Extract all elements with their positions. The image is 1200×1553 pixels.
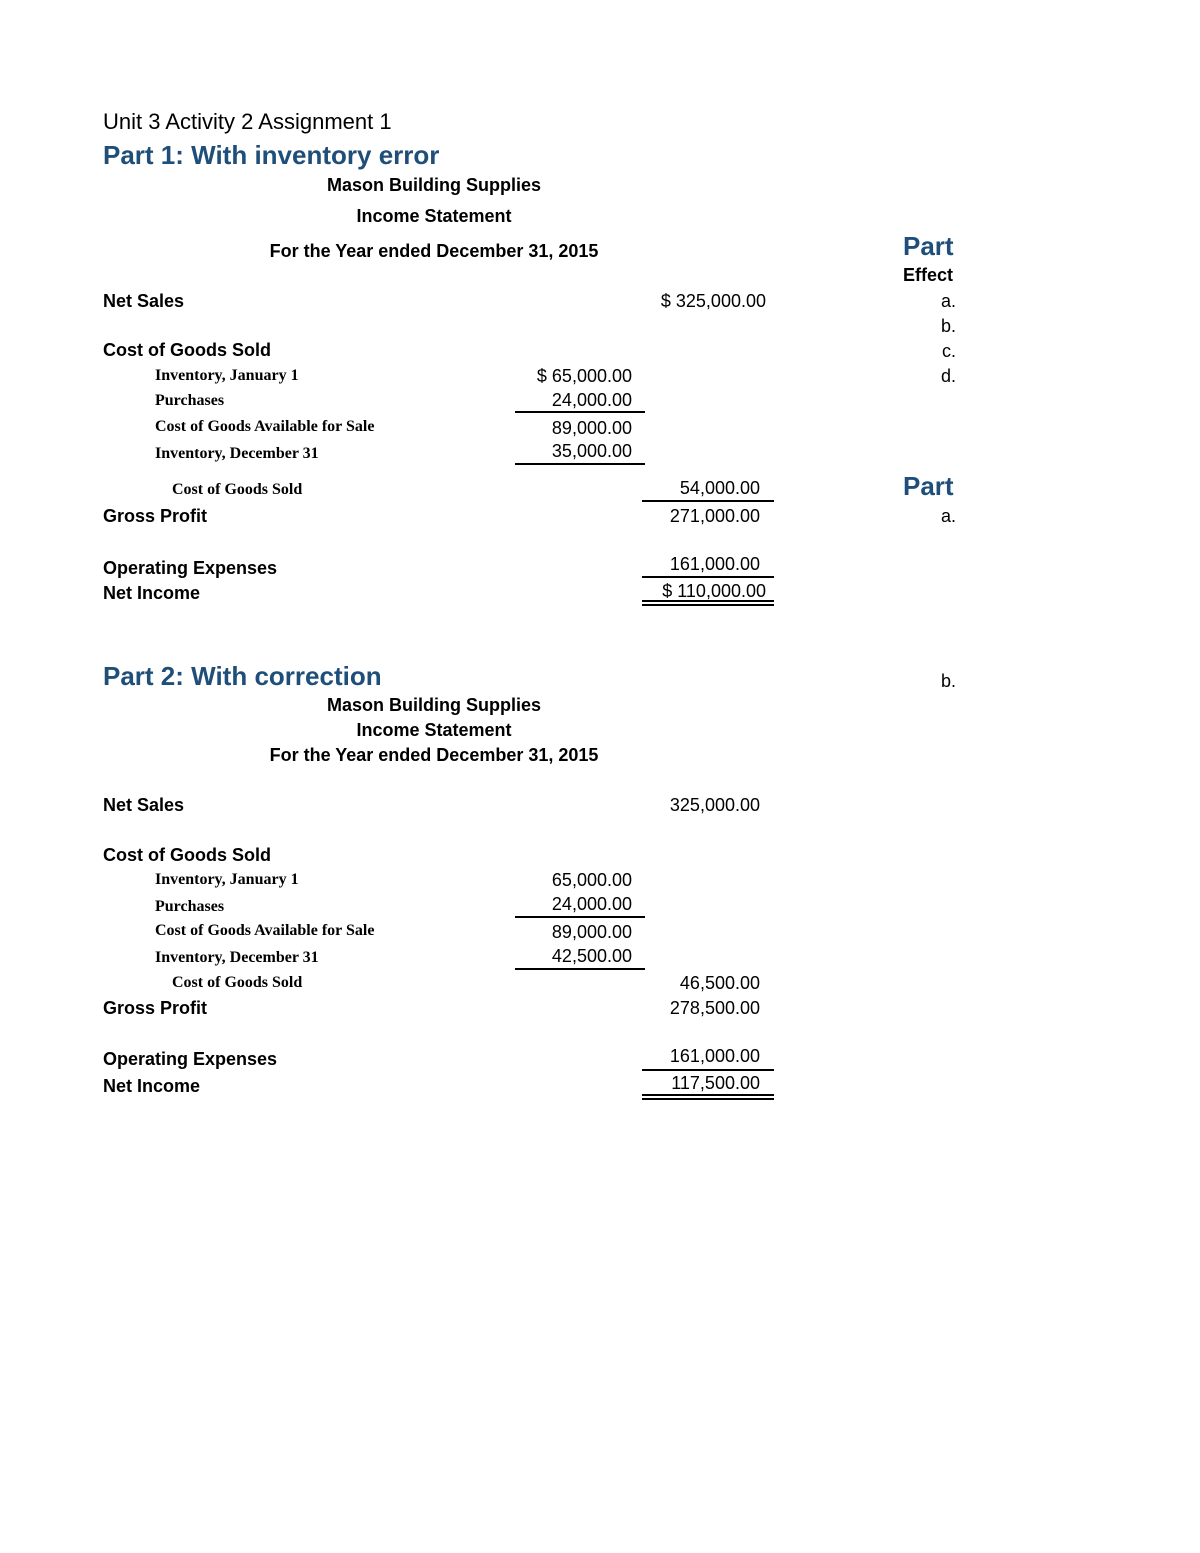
side-item-a: a. [940, 291, 956, 311]
part1-company: Mason Building Supplies [326, 175, 541, 195]
part2-opex-value: 161,000.00 [669, 1046, 760, 1066]
part1-cogs-value: 54,000.00 [679, 478, 760, 498]
part2-heading: Part 2: With correction [103, 661, 382, 691]
part2-available-value: 89,000.00 [551, 922, 632, 942]
part2-inv-jan-value: 65,000.00 [551, 870, 632, 890]
part1-opex-value: 161,000.00 [669, 554, 760, 574]
part1-period: For the Year ended December 31, 2015 [269, 241, 599, 261]
part2-available-label: Cost of Goods Available for Sale [155, 922, 375, 939]
part1-cogs-heading: Cost of Goods Sold [103, 340, 271, 360]
part1-inv-jan-label: Inventory, January 1 [155, 367, 299, 384]
part2-cogs-label: Cost of Goods Sold [172, 974, 303, 991]
part1-net-income-double-underline [642, 600, 774, 606]
part2-statement-title: Income Statement [356, 720, 512, 740]
part2-purchases-underline [515, 916, 645, 918]
part2-inv-dec-value: 42,500.00 [551, 946, 632, 966]
part1-net-sales-label: Net Sales [103, 291, 185, 311]
part1-purchases-value: 24,000.00 [551, 390, 632, 410]
part1-opex-underline [642, 576, 774, 578]
part1-purchases-label: Purchases [155, 392, 225, 409]
part2-net-income-value: 117,500.00 [671, 1073, 760, 1093]
part2-net-sales-value: 325,000.00 [669, 795, 760, 815]
part2-cogs-value: 46,500.00 [679, 973, 760, 993]
side-effect-label: Effect [903, 265, 954, 285]
part1-net-sales-value: $ 325,000.00 [660, 291, 766, 311]
side-part-b-item-a: a. [940, 506, 956, 526]
part1-statement-title: Income Statement [356, 206, 512, 226]
part2-inv-jan-label: Inventory, January 1 [155, 871, 299, 888]
part1-cogs-label: Cost of Goods Sold [172, 481, 303, 498]
part2-purchases-value: 24,000.00 [551, 894, 632, 914]
part1-gross-label: Gross Profit [103, 506, 208, 526]
part2-purchases-label: Purchases [155, 898, 225, 915]
part2-net-income-label: Net Income [103, 1076, 201, 1096]
part1-gross-value: 271,000.00 [669, 506, 760, 526]
part1-cogs-underline [642, 500, 774, 502]
part1-purchases-underline [515, 411, 645, 413]
part2-net-sales-label: Net Sales [103, 795, 185, 815]
part1-inv-dec-underline [515, 463, 645, 465]
part1-opex-label: Operating Expenses [103, 558, 278, 578]
part2-company: Mason Building Supplies [326, 695, 541, 715]
part2-period: For the Year ended December 31, 2015 [269, 745, 599, 765]
part1-net-income-label: Net Income [103, 583, 201, 603]
side-part-b-heading: Part [903, 471, 954, 501]
side-item-b: b. [940, 316, 956, 336]
part2-inv-dec-label: Inventory, December 31 [155, 949, 319, 966]
part2-opex-underline [642, 1069, 774, 1071]
side-item-c: c. [941, 341, 956, 361]
part1-net-income-value: $ 110,000.00 [662, 581, 766, 601]
part1-inv-dec-value: 35,000.00 [551, 441, 632, 461]
part2-opex-label: Operating Expenses [103, 1049, 278, 1069]
part1-heading: Part 1: With inventory error [103, 140, 440, 170]
part2-gross-value: 278,500.00 [669, 998, 760, 1018]
part1-inv-jan-value: $ 65,000.00 [536, 366, 632, 386]
part2-inv-dec-underline [515, 968, 645, 970]
side-item-d: d. [940, 366, 956, 386]
side-part-b-item-b: b. [940, 671, 956, 691]
side-part-a-heading: Part [903, 231, 954, 261]
part2-net-income-double-underline [642, 1094, 774, 1100]
part1-available-label: Cost of Goods Available for Sale [155, 418, 375, 435]
part2-cogs-heading: Cost of Goods Sold [103, 845, 271, 865]
part1-inv-dec-label: Inventory, December 31 [155, 445, 319, 462]
document-title: Unit 3 Activity 2 Assignment 1 [103, 109, 392, 134]
part2-gross-label: Gross Profit [103, 998, 208, 1018]
part1-available-value: 89,000.00 [551, 418, 632, 438]
